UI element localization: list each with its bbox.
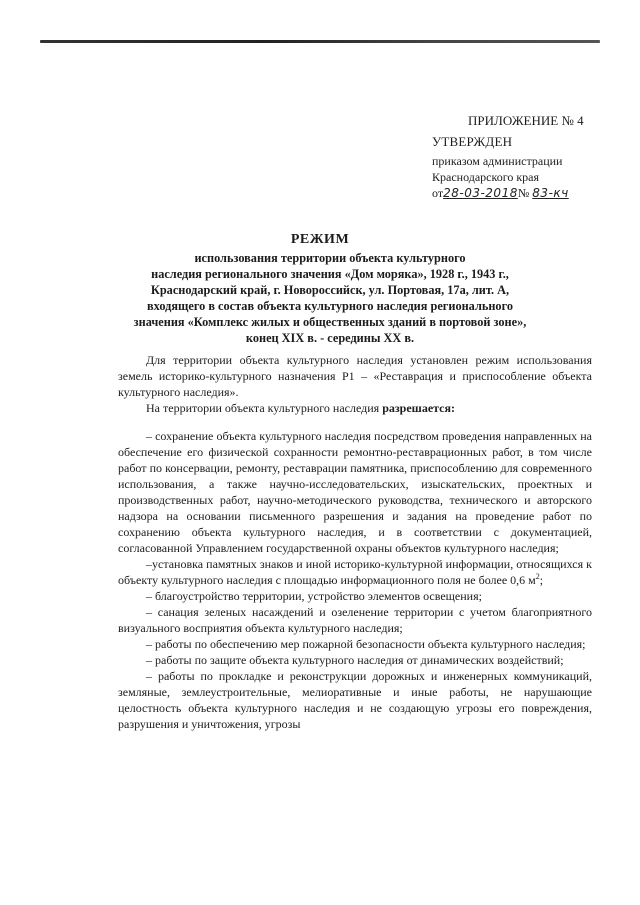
list-item: – санация зеленых насаждений и озеленение территории с учетом благоприятного визуального восприятия объекта культурного наследия; — [118, 605, 592, 635]
order-from-label: от — [432, 186, 444, 200]
allowed-heading — [118, 400, 592, 416]
subtitle-line: использования территории объекта культурного — [194, 251, 466, 265]
list-item: – работы по защите объекта культурного наследия от динамических воздействий; — [146, 653, 564, 667]
order-line-2: Краснодарского края — [432, 170, 540, 184]
subtitle-line: наследия регионального значения «Дом моряка», 1928 г., 1943 г., — [151, 267, 509, 281]
list-item-tail: ; — [539, 573, 544, 587]
allowed-prefix: На территории объекта культурного наследия — [146, 401, 383, 415]
superscript: 2 — [535, 572, 540, 581]
list-item: – благоустройство территории, устройство элементов освещения; — [146, 589, 482, 603]
allowed-bold: разрешается: — [382, 401, 455, 415]
list-item: – сохранение объекта культурного наследия посредством проведения направленных на обеспечение его физической сохранности ремонтно-реставрационных работ, в том числе работ по консервации, ремонту, реставрации памятника, приспособлению для современного использования, а также научно-исследовательских, изыскательских, проектных и производственных работ, научно-методического руководства, технического и авторского надзора на основании письменного разрешения и задания на проведение работ по сохранению объекта культурного наследия, и в соответствии с документацией, согласованной Управлением государственной охраны объектов культурного наследия; — [118, 429, 592, 555]
appendix-number: ПРИЛОЖЕНИЕ № 4 — [468, 113, 584, 128]
subtitle-line: значения «Комплекс жилых и общественных зданий в портовой зоне», — [133, 315, 527, 329]
list-item: – работы по обеспечению мер пожарной безопасности объекта культурного наследия; — [146, 637, 586, 651]
subtitle-line: входящего в состав объекта культурного наследия регионального — [147, 299, 513, 313]
list-item: – работы по прокладке и реконструкции дорожных и инженерных коммуникаций, земляные, землеустроительные, мелиоративные и иные работы, не нарушающие целостность объекта культурного наследия и не создающую угрозы его повреждения, разрушения и уничтожения, угрозы — [118, 669, 592, 731]
order-number-label: № — [517, 186, 530, 200]
document-title: РЕЖИМ — [290, 232, 350, 247]
subtitle-line: Краснодарский край, г. Новороссийск, ул. Портовая, 17а, лит. А, — [150, 283, 510, 297]
subtitle-line: конец XIX в. - середины XX в. — [245, 331, 415, 345]
list-item — [118, 556, 592, 588]
list-item-text: –установка памятных знаков и иной историко-культурной информации, относящихся к объекту культурного наследия с площадью информационного поля не более 0,6 м — [118, 557, 592, 587]
order-date-handwritten: 28-03-2018 — [443, 186, 518, 200]
document-subtitle — [110, 250, 550, 346]
order-date-line — [432, 185, 569, 201]
order-number-handwritten: 83-кч — [532, 186, 569, 200]
approved-label: УТВЕРЖДЕН — [432, 134, 513, 149]
order-reference — [432, 153, 569, 201]
document-body — [118, 352, 592, 732]
order-line-1: приказом администрации — [432, 154, 563, 168]
intro-paragraph: Для территории объекта культурного наследия установлен режим использования земель историко-культурного назначения Р1 – «Реставрация и приспособление объекта культурного наследия». — [118, 353, 592, 399]
